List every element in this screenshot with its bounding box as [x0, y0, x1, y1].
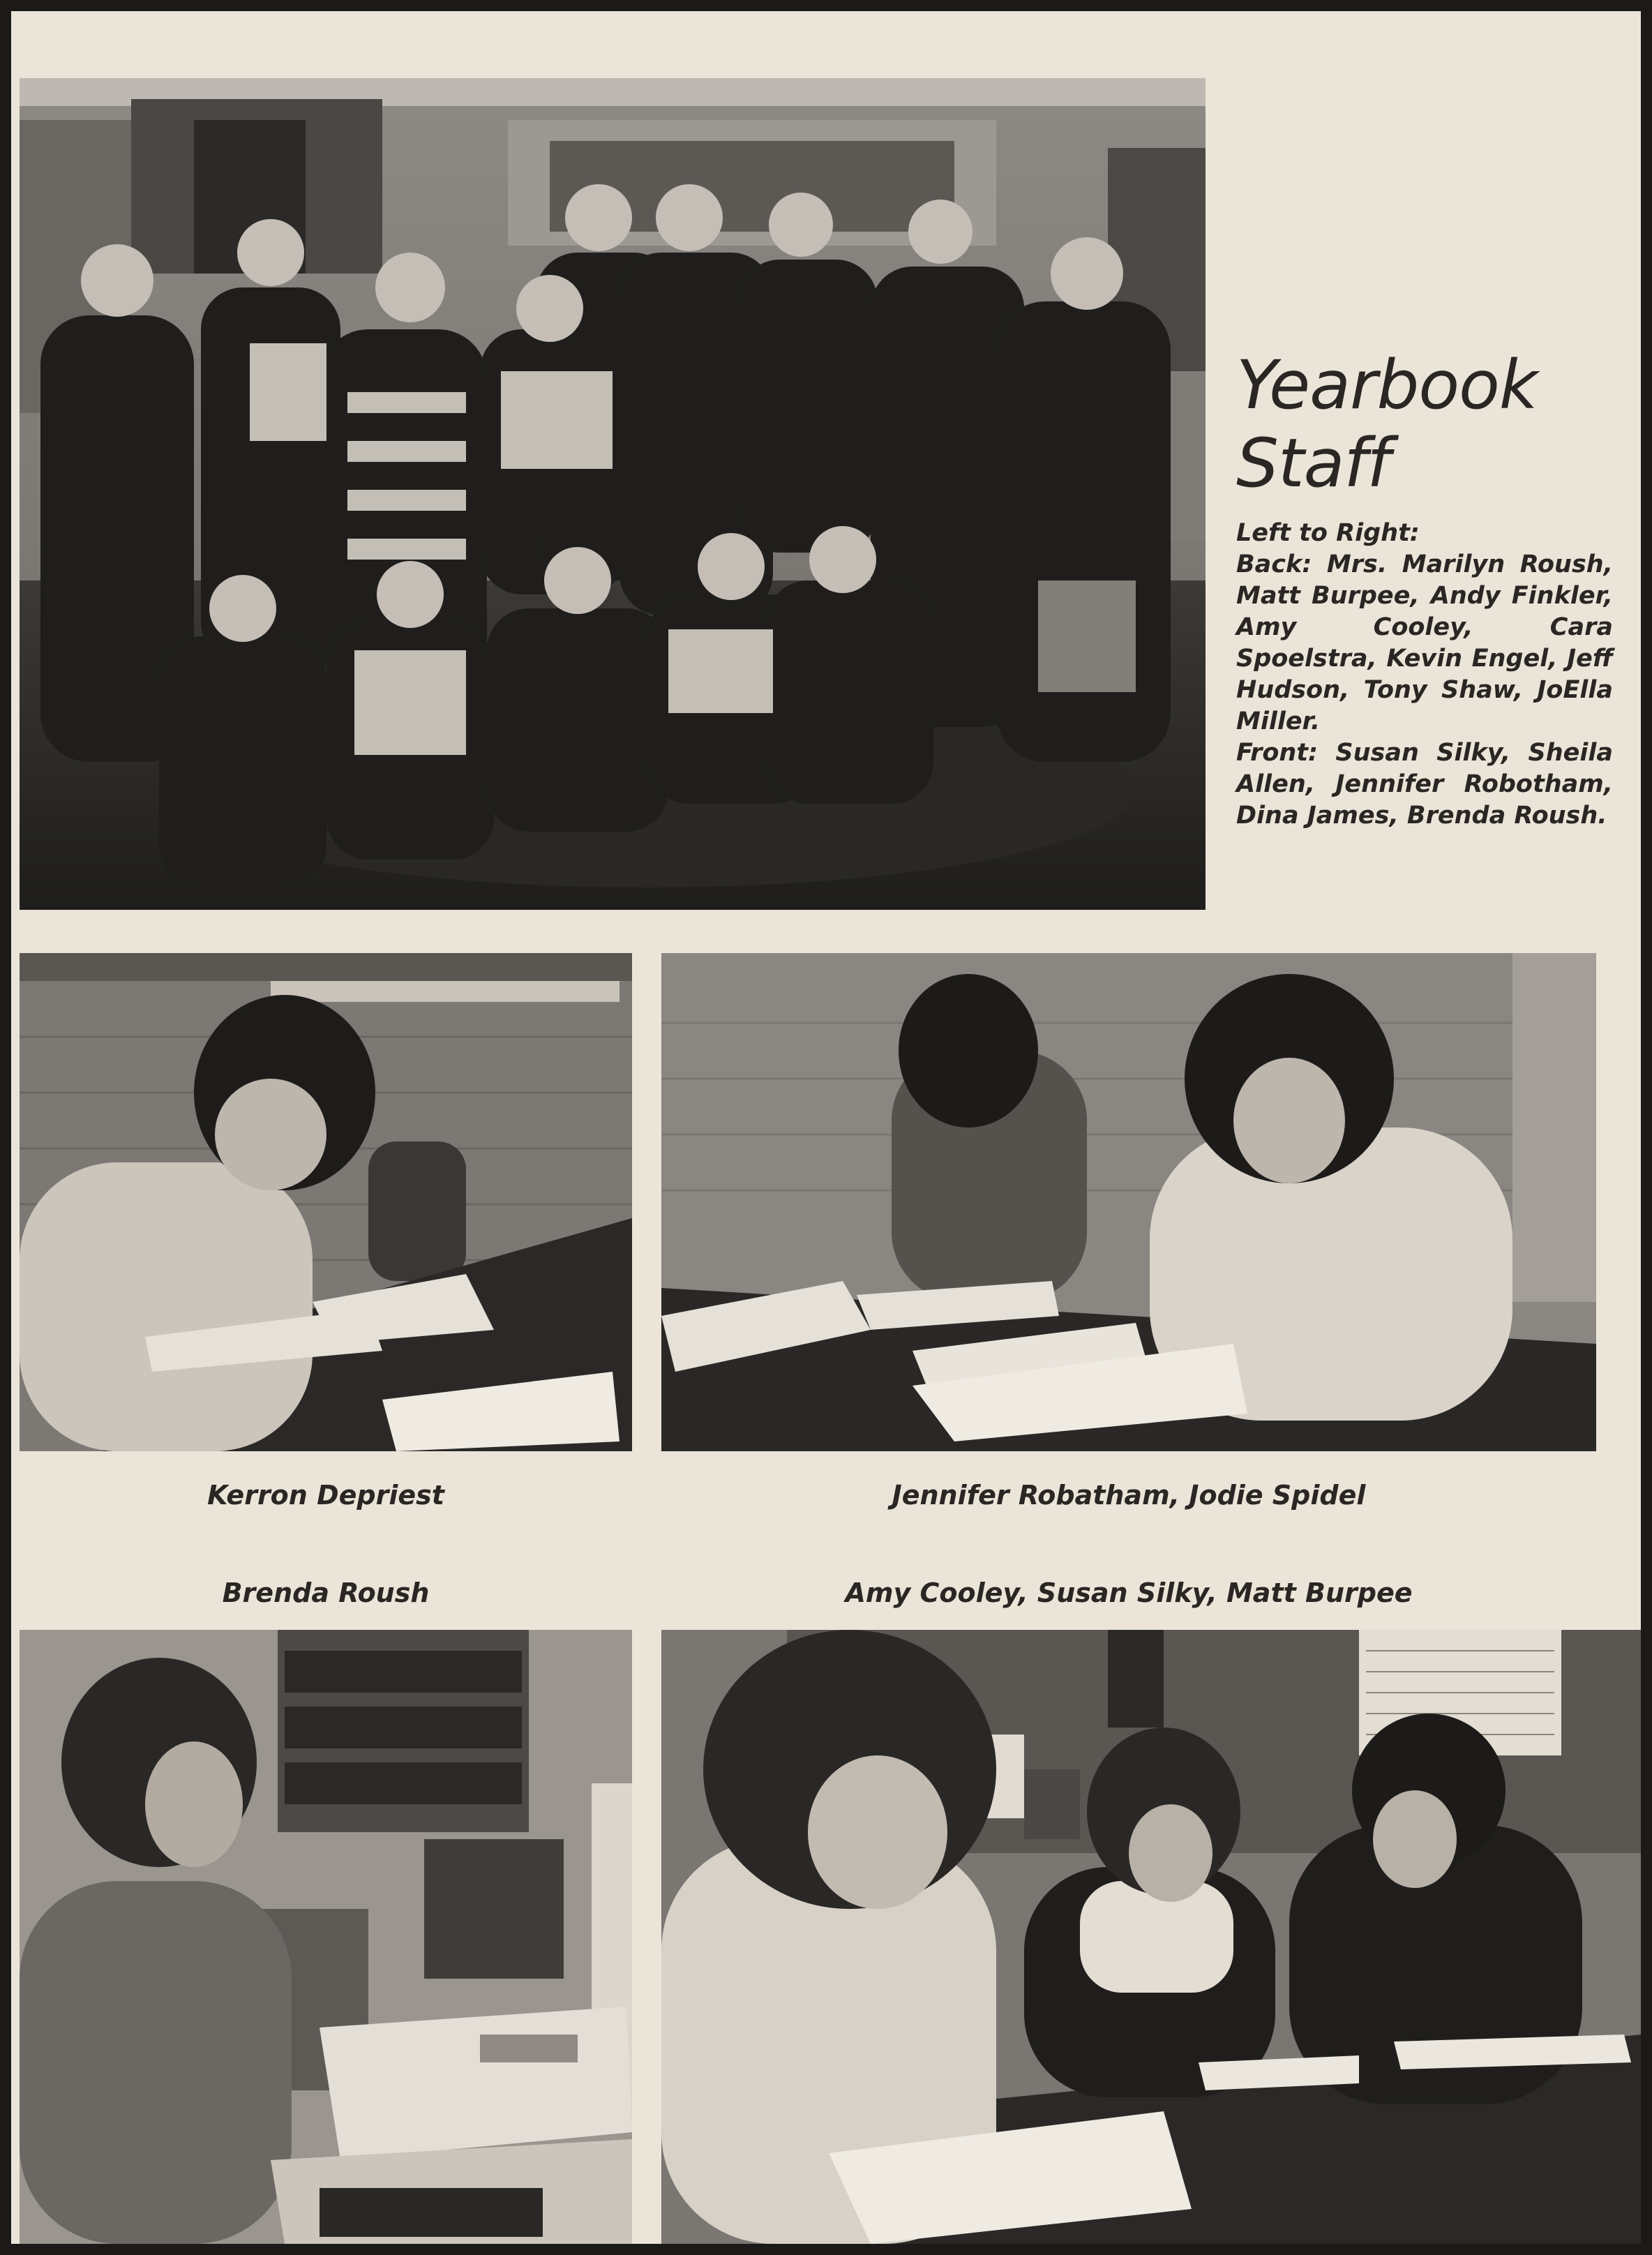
amy-susan-matt-photo [661, 1630, 1641, 2244]
caption-lead: Left to Right: [1236, 519, 1420, 547]
yearbook-page [11, 11, 1641, 2244]
caption-amy-susan-matt: Amy Cooley, Susan Silky, Matt Burpee [845, 1578, 1413, 1608]
page-title [1236, 346, 1613, 502]
title-line-2: Staff [1236, 424, 1390, 502]
caption-back-row: Back: Mrs. Marilyn Roush, Matt Burpee, Andy Finkler, Amy Cooley, Cara Spoelstra, Kevin Engel, Jeff Hudson, Tony Shaw, JoElla Miller. [1236, 550, 1613, 735]
title-line-1: Yearbook [1236, 346, 1538, 424]
caption-brenda: Brenda Roush [222, 1578, 430, 1608]
group-photo [20, 78, 1206, 910]
group-photo-caption [1236, 518, 1613, 832]
caption-jennifer-jodie: Jennifer Robatham, Jodie Spidel [892, 1480, 1366, 1511]
brenda-photo [20, 1630, 632, 2244]
jennifer-jodie-photo [661, 953, 1596, 1451]
caption-front-row: Front: Susan Silky, Sheila Allen, Jennifer Robotham, Dina James, Brenda Roush. [1236, 739, 1613, 830]
kerron-photo [20, 953, 632, 1451]
caption-kerron: Kerron Depriest [207, 1480, 444, 1511]
